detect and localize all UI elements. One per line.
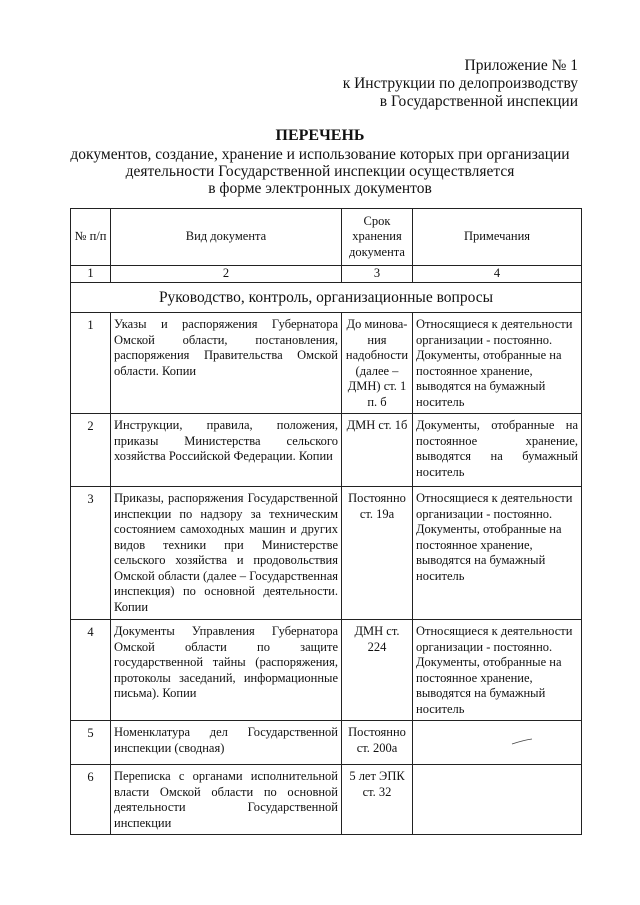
row-doc: Документы Управления Губернатора Омской области по защите государственной тайны (распоряжения, протоколы заседаний, информационные письма). Копии: [111, 620, 342, 721]
appendix-line-2: к Инструкции по делопроизводству: [342, 75, 578, 92]
column-index: 3: [342, 266, 413, 283]
row-term: Постоянно ст. 19а: [342, 487, 413, 620]
header-doc: Вид документа: [111, 209, 342, 266]
row-note: Относящиеся к деятельности организации - постоянно. Документы, отобранные на постоянное хранение, выводятся на бумажный носитель: [413, 620, 582, 721]
row-note: Документы, отобранные на постоянное хранение, выводятся на бумажный носитель: [413, 414, 582, 487]
column-index: 4: [413, 266, 582, 283]
row-doc: Инструкции, правила, положения, приказы Министерства сельского хозяйства Российской Федерации. Копии: [111, 414, 342, 487]
row-num: 1: [71, 313, 111, 414]
document-title-block: [60, 127, 580, 197]
row-term: 5 лет ЭПК ст. 32: [342, 765, 413, 835]
header-num: № п/п: [71, 209, 111, 266]
row-note: Относящиеся к деятельности организации - постоянно. Документы, отобранные на постоянное хранение, выводятся на бумажный носитель: [413, 487, 582, 620]
appendix-line-1: Приложение № 1: [464, 57, 578, 74]
table-row: [71, 721, 582, 765]
column-index-row: [71, 266, 582, 283]
row-num: 4: [71, 620, 111, 721]
row-term: ДМН ст. 1б: [342, 414, 413, 487]
column-index: 1: [71, 266, 111, 283]
row-num: 6: [71, 765, 111, 835]
row-doc: Номенклатура дел Государственной инспекции (сводная): [111, 721, 342, 765]
table-row: [71, 414, 582, 487]
row-num: 5: [71, 721, 111, 765]
documents-table: [70, 208, 582, 835]
row-note: [413, 721, 582, 765]
row-term: ДМН ст. 224: [342, 620, 413, 721]
row-term: До минова-ния надобности (далее – ДМН) ст. 1 п. б: [342, 313, 413, 414]
document-title: ПЕРЕЧЕНЬ: [275, 127, 365, 144]
section-title: Руководство, контроль, организационные вопросы: [71, 283, 582, 313]
subtitle-line-1: документов, создание, хранение и использование которых при организации: [70, 146, 570, 163]
header-term: Срок хранения документа: [342, 209, 413, 266]
subtitle-line-2: деятельности Государственной инспекции осуществляется: [125, 163, 515, 180]
appendix-header: [343, 57, 578, 111]
row-doc: Переписка с органами исполнительной власти Омской области по основной деятельности Государственной инспекции: [111, 765, 342, 835]
table-header-row: [71, 209, 582, 266]
appendix-line-3: в Государственной инспекции: [379, 93, 578, 110]
row-note: Относящиеся к деятельности организации - постоянно. Документы, отобранные на постоянное хранение, выводятся на бумажный носитель: [413, 313, 582, 414]
column-index: 2: [111, 266, 342, 283]
header-note: Примечания: [413, 209, 582, 266]
table-row: [71, 765, 582, 835]
row-num: 2: [71, 414, 111, 487]
row-doc: Приказы, распоряжения Государственной инспекции по надзору за техническим состоянием самоходных машин и других видов техники при Министерстве сельского хозяйства и продовольствия Омской области (далее – Государственная инспекция) по основной деятельности. Копии: [111, 487, 342, 620]
subtitle-line-3: в форме электронных документов: [208, 180, 432, 197]
table-row: [71, 487, 582, 620]
row-note: [413, 765, 582, 835]
row-term: Постоянно ст. 200а: [342, 721, 413, 765]
table-row: [71, 620, 582, 721]
row-num: 3: [71, 487, 111, 620]
row-doc: Указы и распоряжения Губернатора Омской области, постановления, распоряжения Правительства Омской области. Копии: [111, 313, 342, 414]
table-row: [71, 313, 582, 414]
pen-stroke-mark: [511, 738, 533, 745]
section-row: [71, 283, 582, 313]
